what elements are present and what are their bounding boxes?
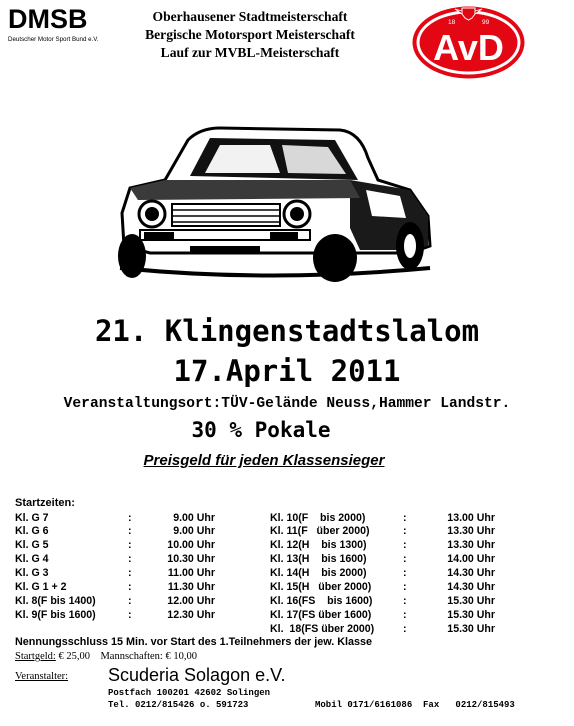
class-label: Kl. 10(F bis 2000) — [270, 512, 366, 524]
start-time-row — [15, 581, 215, 594]
start-time-row — [270, 512, 495, 525]
team-fee-value: € 10,00 — [165, 651, 197, 662]
start-time-row — [270, 525, 495, 538]
start-time-row — [15, 609, 215, 622]
start-time-row — [270, 595, 495, 608]
start-time-row — [270, 623, 495, 636]
start-time: 9.00 Uhr — [173, 525, 215, 537]
separator: : — [128, 525, 132, 537]
start-time: 15.30 Uhr — [447, 609, 495, 621]
separator: : — [128, 567, 132, 579]
separator: : — [403, 623, 407, 635]
start-time-row — [15, 512, 215, 525]
separator: : — [128, 595, 132, 607]
separator: : — [128, 539, 132, 551]
separator: : — [403, 581, 407, 593]
start-time-row — [270, 539, 495, 552]
organizer-address: Postfach 100201 42602 Solingen — [108, 688, 271, 698]
organizer-mobile-fax: Mobil 0171/6161086 Fax 0212/815493 — [315, 700, 515, 710]
separator: : — [403, 553, 407, 565]
class-label: Kl. G 7 — [15, 512, 49, 524]
organizer-name — [108, 665, 286, 686]
start-time-row — [15, 567, 215, 580]
start-time: 15.30 Uhr — [447, 623, 495, 635]
start-fee-value: € 25,00 — [58, 651, 90, 662]
separator: : — [128, 609, 132, 621]
start-time: 15.30 Uhr — [447, 595, 495, 607]
separator: : — [128, 581, 132, 593]
start-time-row — [270, 553, 495, 566]
dmsb-logo-subtitle: Deutscher Motor Sport Bund e.V. — [8, 36, 99, 43]
avd-year-right: 99 — [482, 19, 490, 26]
start-time: 12.00 Uhr — [167, 595, 215, 607]
start-time: 11.30 Uhr — [167, 581, 215, 593]
start-time-row — [15, 553, 215, 566]
start-time: 14.30 Uhr — [447, 567, 495, 579]
dmsb-logo — [8, 6, 104, 46]
team-fee-label: Mannschaften: — [100, 651, 163, 662]
class-label: Kl. 12(H bis 1300) — [270, 539, 367, 551]
start-time: 9.00 Uhr — [173, 512, 215, 524]
class-label: Kl. G 4 — [15, 553, 49, 565]
class-label: Kl. G 3 — [15, 567, 49, 579]
start-time: 13.30 Uhr — [447, 525, 495, 537]
separator: : — [403, 609, 407, 621]
separator: : — [403, 525, 407, 537]
avd-logo-text: AvD — [433, 27, 504, 68]
start-time: 14.00 Uhr — [447, 553, 495, 565]
start-time: 11.00 Uhr — [167, 567, 215, 579]
class-label: Kl. 15(H über 2000) — [270, 581, 372, 593]
class-label: Kl. G 6 — [15, 525, 49, 537]
separator: : — [403, 595, 407, 607]
separator: : — [403, 539, 407, 551]
class-label: Kl. 17(FS über 1600) — [270, 609, 372, 621]
trophies-note: 30 % Pokale — [191, 418, 331, 442]
class-label: Kl. 18(FS über 2000) — [270, 623, 375, 635]
fees-line — [15, 651, 197, 662]
start-time-row — [15, 595, 215, 608]
header-line-2: Bergische Motorsport Meisterschaft — [145, 27, 355, 42]
class-label: Kl. 8(F bis 1400) — [15, 595, 96, 607]
entry-deadline: Nennungsschluss 15 Min. vor Start des 1.Teilnehmers der jew. Klasse — [15, 636, 373, 648]
separator: : — [128, 512, 132, 524]
event-title: 21. Klingenstadtslalom — [94, 314, 480, 348]
organizer-name-text: Scuderia Solagon — [108, 665, 251, 685]
race-car-illustration — [110, 118, 440, 283]
start-time: 13.30 Uhr — [447, 539, 495, 551]
separator: : — [403, 512, 407, 524]
separator: : — [403, 567, 407, 579]
start-time: 10.30 Uhr — [167, 553, 215, 565]
event-date: 17.April 2011 — [173, 354, 401, 388]
start-times-heading: Startzeiten: — [15, 497, 75, 509]
header-line-1: Oberhausener Stadtmeisterschaft — [152, 9, 348, 24]
avd-year-left: 18 — [448, 19, 456, 26]
start-time: 13.00 Uhr — [447, 512, 495, 524]
class-label: Kl. 9(F bis 1600) — [15, 609, 96, 621]
start-time: 12.30 Uhr — [167, 609, 215, 621]
organizer-phone: Tel. 0212/815426 o. 591723 — [108, 700, 249, 710]
start-time-row — [270, 567, 495, 580]
event-venue: Veranstaltungsort:TÜV-Gelände Neuss,Hammer Landstr. — [63, 396, 511, 412]
class-label: Kl. 13(H bis 1600) — [270, 553, 367, 565]
class-label: Kl. G 1 + 2 — [15, 581, 67, 593]
header-line-3: Lauf zur MVBL-Meisterschaft — [160, 45, 340, 60]
start-time-row — [270, 609, 495, 622]
class-label: Kl. G 5 — [15, 539, 49, 551]
start-time-row — [15, 539, 215, 552]
start-time-row — [270, 581, 495, 594]
class-label: Kl. 16(FS bis 1600) — [270, 595, 373, 607]
separator: : — [128, 553, 132, 565]
class-label: Kl. 14(H bis 2000) — [270, 567, 367, 579]
avd-logo — [410, 4, 527, 81]
class-label: Kl. 11(F über 2000) — [270, 525, 370, 537]
prize-money-note: Preisgeld für jeden Klassensieger — [143, 452, 385, 469]
start-fee-label: Startgeld: — [15, 651, 56, 662]
championship-header — [105, 8, 395, 62]
organizer-label: Veranstalter: — [15, 671, 69, 682]
dmsb-logo-text: DMSB — [8, 4, 88, 34]
start-time: 10.00 Uhr — [167, 539, 215, 551]
organizer-name-suffix: e.V. — [255, 665, 286, 685]
start-time-row — [15, 525, 215, 538]
start-time: 14.30 Uhr — [447, 581, 495, 593]
